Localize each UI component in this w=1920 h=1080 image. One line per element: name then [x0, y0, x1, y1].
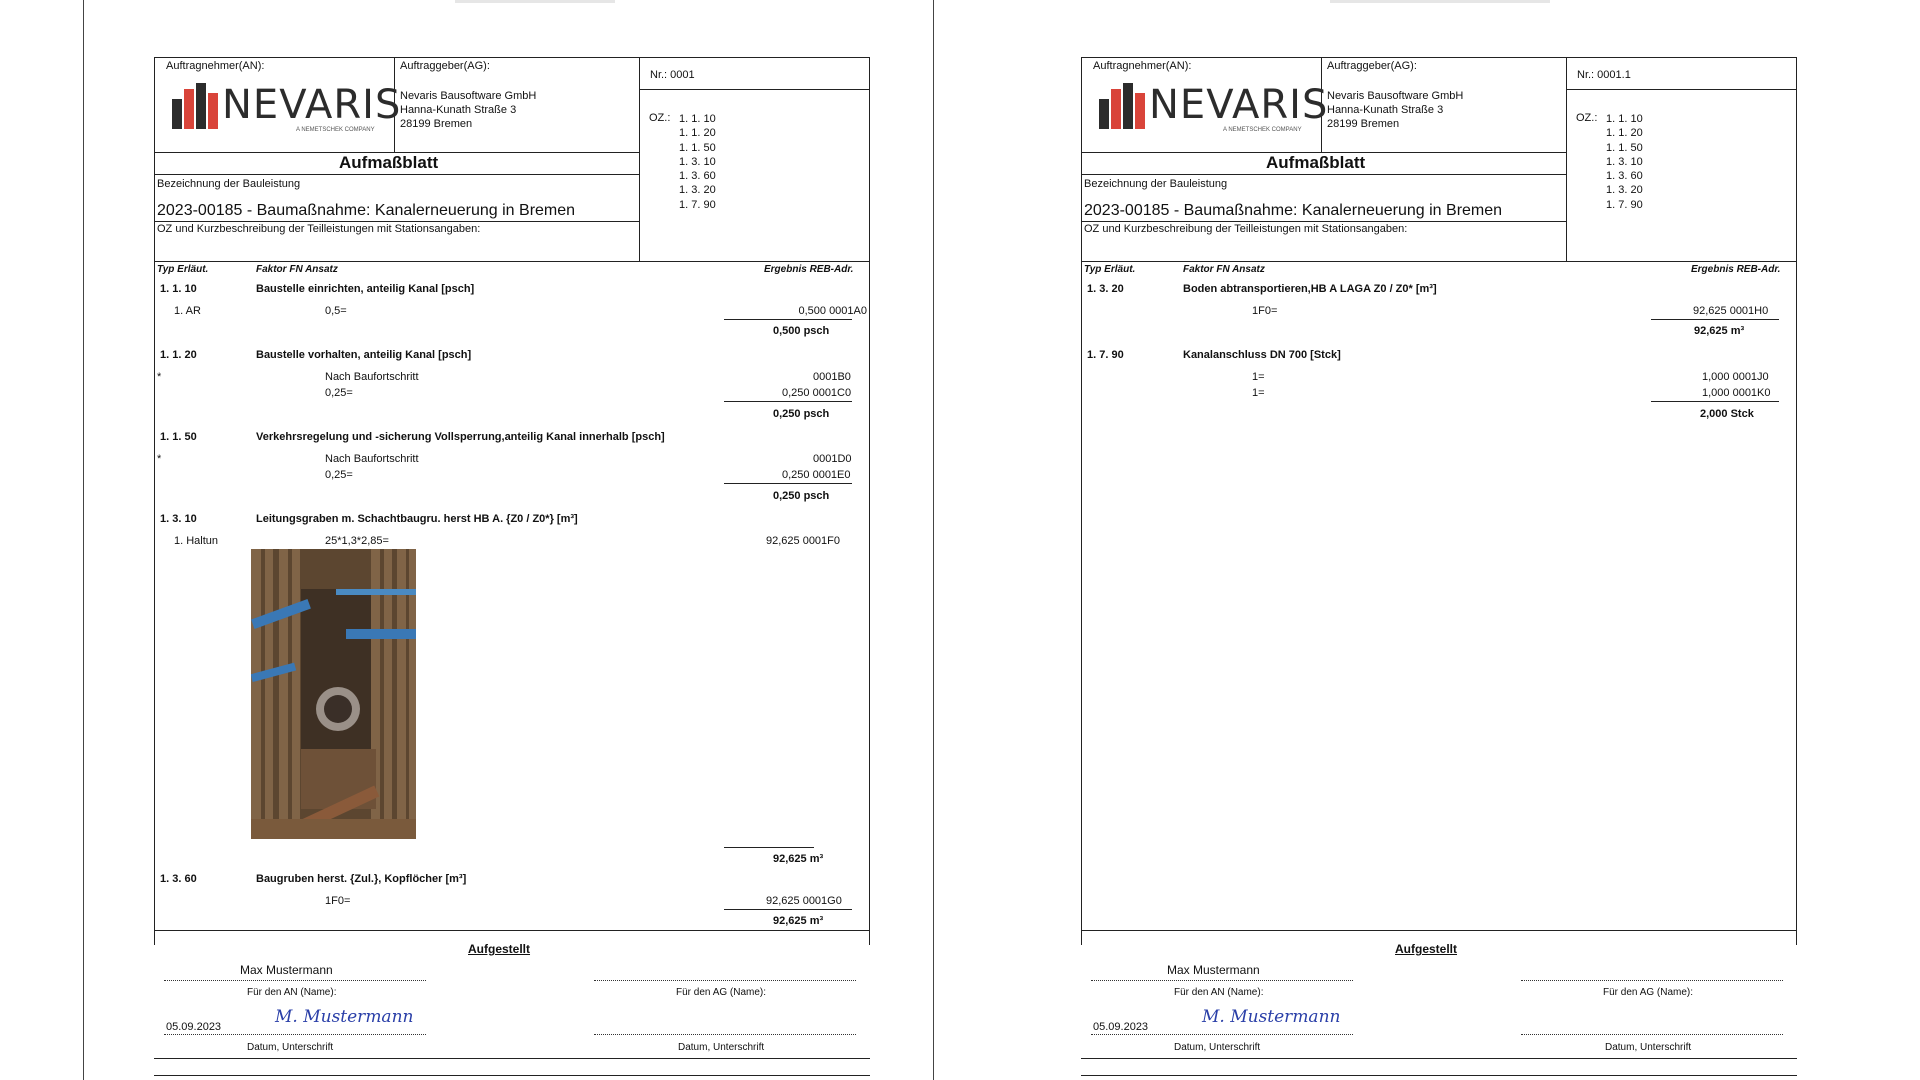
- ag-signature-line: [1521, 1034, 1783, 1035]
- header-divider: [639, 89, 870, 90]
- nevaris-logo-icon: [1097, 83, 1147, 129]
- excavation-photo: [251, 549, 416, 839]
- sheet-title: Aufmaßblatt: [1266, 153, 1366, 172]
- title-line-bottom: [154, 174, 640, 175]
- col-ergebnis-header: Ergebnis REB-Adr.: [764, 264, 854, 275]
- oz-entry: 1. 3. 60: [679, 170, 716, 183]
- top-scroll-strip: [455, 0, 615, 3]
- row-value: 92,625 0001F0: [766, 535, 841, 547]
- aufgestellt-heading: Aufgestellt: [468, 942, 531, 956]
- ag-datum-label: Datum, Unterschrift: [678, 1042, 765, 1053]
- sum-line: [724, 401, 852, 402]
- an-name-line: [164, 980, 426, 981]
- title-line-bottom: [1081, 174, 1567, 175]
- client-line-1: Nevaris Bausoftware GmbH: [1327, 90, 1464, 102]
- ag-name-label: Für den AG (Name):: [1603, 987, 1694, 998]
- row-sum: 92,625 m³: [773, 915, 824, 927]
- row-sum: 92,625 m³: [773, 853, 824, 865]
- row-ansatz: 25*1,3*2,85=: [325, 535, 389, 547]
- col-typ-header: Typ Erläut.: [157, 264, 209, 275]
- row-sum: 0,250 psch: [773, 490, 830, 502]
- oz-entry: 1. 1. 20: [679, 127, 716, 140]
- item-oz: 1. 3. 10: [160, 513, 197, 525]
- ag-datum-label: Datum, Unterschrift: [1605, 1042, 1692, 1053]
- oz-entry: 1. 1. 10: [1606, 113, 1643, 125]
- an-datum-label: Datum, Unterschrift: [247, 1042, 334, 1053]
- row-ansatz: 1F0=: [325, 895, 351, 907]
- footer-bottom-line: [154, 1058, 870, 1059]
- page-end-line: [154, 1075, 870, 1076]
- sum-line: [724, 847, 814, 848]
- date-value: 05.09.2023: [166, 1021, 222, 1033]
- client-line-2: Hanna-Kunath Straße 3: [400, 104, 517, 116]
- ag-name-line: [594, 980, 856, 981]
- contractor-label: Auftragnehmer(AN):: [1093, 60, 1192, 72]
- sum-line: [1651, 319, 1779, 320]
- row-value: 1,000 0001K0: [1702, 387, 1771, 399]
- oz-entry: 1. 1. 50: [1606, 141, 1643, 154]
- footer-bottom-line: [1081, 1058, 1797, 1059]
- footer-top-line: [1081, 930, 1797, 931]
- row-ansatz: 1=: [1252, 371, 1265, 383]
- logo-wordmark: NEVARIS: [222, 82, 402, 128]
- item-title: Kanalanschluss DN 700 [Stck]: [1183, 349, 1341, 361]
- bauleistung-label: Bezeichnung der Bauleistung: [1084, 178, 1228, 190]
- oz-entry: 1. 1. 20: [1606, 127, 1643, 140]
- item-oz: 1. 7. 90: [1087, 349, 1124, 361]
- row-value: 92,625 0001G0: [766, 895, 842, 907]
- item-title: Leitungsgraben m. Schachtbaugru. herst HB A. {Z0 / Z0*} [m³]: [256, 513, 578, 525]
- header-divider: [1566, 89, 1797, 90]
- project-title: 2023-00185 - Baumaßnahme: Kanalerneuerung in Bremen: [1084, 202, 1503, 219]
- row-ansatz: 0,25=: [325, 469, 353, 481]
- oz-entry: 1. 7. 90: [1606, 198, 1643, 211]
- body-left-border: [1081, 262, 1082, 945]
- oz-entry: 1. 7. 90: [679, 198, 716, 211]
- center-divider-line: [933, 0, 934, 1080]
- body-left-border: [154, 262, 155, 945]
- body-right-border: [869, 262, 870, 945]
- top-scroll-strip-2: [1330, 0, 1550, 3]
- sum-line: [724, 909, 852, 910]
- item-oz: 1. 1. 20: [160, 349, 197, 361]
- header-right-divider: [639, 57, 640, 262]
- measurement-sheet-page-1: [154, 57, 867, 1077]
- oz-entry: 1. 1. 10: [679, 113, 716, 125]
- left-edge-line: [83, 0, 84, 1080]
- sum-line: [724, 319, 852, 320]
- oz-entry: 1. 3. 20: [679, 184, 716, 197]
- oz-list: [679, 112, 716, 212]
- nevaris-logo: [170, 79, 402, 135]
- an-name-label: Für den AN (Name):: [1174, 987, 1264, 998]
- signature: M. Mustermann: [275, 1007, 414, 1027]
- sheet-number: Nr.: 0001: [650, 69, 695, 81]
- aufgestellt-heading: Aufgestellt: [1395, 942, 1458, 956]
- sum-line: [724, 483, 852, 484]
- contractor-label: Auftragnehmer(AN):: [166, 60, 265, 72]
- header-right-divider: [1566, 57, 1567, 262]
- row-ref: 0001B0: [813, 371, 851, 383]
- item-oz: 1. 1. 10: [160, 283, 197, 295]
- oz-label: OZ.:: [649, 112, 671, 124]
- item-oz: 1. 3. 20: [1087, 283, 1124, 295]
- page-end-line: [1081, 1075, 1797, 1076]
- an-signature-line: [1091, 1034, 1353, 1035]
- logo-subline: A NEMETSCHEK COMPANY: [1223, 127, 1302, 133]
- item-title: Verkehrsregelung und -sicherung Vollsperrung,anteilig Kanal innerhalb [psch]: [256, 431, 665, 443]
- row-sum: 2,000 Stck: [1700, 408, 1754, 420]
- row-ansatz: 1=: [1252, 387, 1265, 399]
- oz-entry: 1. 3. 10: [1606, 155, 1643, 168]
- oz-entry: 1. 3. 60: [1606, 170, 1643, 183]
- an-signature-line: [164, 1034, 426, 1035]
- logo-wordmark: NEVARIS: [1149, 82, 1329, 128]
- row-star: *: [157, 453, 162, 465]
- row-value: 92,625 0001H0: [1693, 305, 1769, 317]
- row-value: 0,250 0001E0: [782, 469, 851, 481]
- oz-label: OZ.:: [1576, 112, 1598, 124]
- row-ref: 0001D0: [813, 453, 852, 465]
- col-typ-header: Typ Erläut.: [1084, 264, 1136, 275]
- date-value: 05.09.2023: [1093, 1021, 1149, 1033]
- an-name-line: [1091, 980, 1353, 981]
- an-name-value: Max Mustermann: [240, 963, 333, 977]
- item-oz: 1. 1. 50: [160, 431, 197, 443]
- col-ergebnis-header: Ergebnis REB-Adr.: [1691, 264, 1781, 275]
- an-name-label: Für den AN (Name):: [247, 987, 337, 998]
- item-title: Baugruben herst. {Zul.}, Kopflöcher [m³]: [256, 873, 467, 885]
- row-value: 1,000 0001J0: [1702, 371, 1769, 383]
- row-sum: 92,625 m³: [1694, 325, 1745, 337]
- row-note: Nach Baufortschritt: [325, 371, 419, 383]
- project-line: [1081, 221, 1567, 222]
- item-oz: 1. 3. 60: [160, 873, 197, 885]
- oz-description-label: OZ und Kurzbeschreibung der Teilleistungen mit Stationsangaben:: [157, 223, 481, 235]
- bauleistung-label: Bezeichnung der Bauleistung: [157, 178, 301, 190]
- excavation-photo-image: [251, 549, 416, 839]
- body-right-border: [1796, 262, 1797, 945]
- item-title: Baustelle vorhalten, anteilig Kanal [psch]: [256, 349, 472, 361]
- row-ansatz: 0,5=: [325, 305, 347, 317]
- sum-line: [1651, 401, 1779, 402]
- col-faktor-header: Faktor FN Ansatz: [256, 264, 338, 275]
- project-line: [154, 221, 640, 222]
- client-line-3: 28199 Bremen: [1327, 118, 1400, 130]
- logo-subline: A NEMETSCHEK COMPANY: [296, 127, 375, 133]
- oz-list: [1606, 112, 1643, 212]
- client-label: Auftraggeber(AG):: [1327, 60, 1417, 72]
- col-faktor-header: Faktor FN Ansatz: [1183, 264, 1265, 275]
- row-typ: 1. Haltun: [174, 535, 219, 547]
- signature: M. Mustermann: [1202, 1007, 1341, 1027]
- ag-name-label: Für den AG (Name):: [676, 987, 767, 998]
- sheet-number: Nr.: 0001.1: [1577, 69, 1631, 81]
- oz-description-label: OZ und Kurzbeschreibung der Teilleistungen mit Stationsangaben:: [1084, 223, 1408, 235]
- footer-top-line: [154, 930, 870, 931]
- an-name-value: Max Mustermann: [1167, 963, 1260, 977]
- project-title: 2023-00185 - Baumaßnahme: Kanalerneuerung in Bremen: [157, 202, 576, 219]
- sheet-title: Aufmaßblatt: [339, 153, 439, 172]
- row-ansatz: 0,25=: [325, 387, 353, 399]
- ag-name-line: [1521, 980, 1783, 981]
- row-ansatz: 1F0=: [1252, 305, 1278, 317]
- row-note: Nach Baufortschritt: [325, 453, 419, 465]
- measurement-sheet-page-2: [1081, 57, 1786, 1077]
- item-title: Baustelle einrichten, anteilig Kanal [psch]: [256, 283, 475, 295]
- row-value: 0,250 0001C0: [782, 387, 852, 399]
- oz-entry: 1. 3. 20: [1606, 184, 1643, 197]
- client-line-1: Nevaris Bausoftware GmbH: [400, 90, 537, 102]
- item-title: Boden abtransportieren,HB A LAGA Z0 / Z0* [m³]: [1183, 283, 1437, 295]
- row-sum: 0,500 psch: [773, 325, 830, 337]
- oz-entry: 1. 1. 50: [679, 141, 716, 154]
- row-typ: 1. AR: [174, 305, 201, 317]
- row-star: *: [157, 371, 162, 383]
- client-label: Auftraggeber(AG):: [400, 60, 490, 72]
- row-value: 0,500 0001A0: [798, 305, 867, 317]
- an-datum-label: Datum, Unterschrift: [1174, 1042, 1261, 1053]
- client-line-2: Hanna-Kunath Straße 3: [1327, 104, 1444, 116]
- oz-entry: 1. 3. 10: [679, 155, 716, 168]
- ag-signature-line: [594, 1034, 856, 1035]
- nevaris-logo: [1097, 79, 1329, 135]
- client-line-3: 28199 Bremen: [400, 118, 473, 130]
- nevaris-logo-icon: [170, 83, 220, 129]
- row-sum: 0,250 psch: [773, 408, 830, 420]
